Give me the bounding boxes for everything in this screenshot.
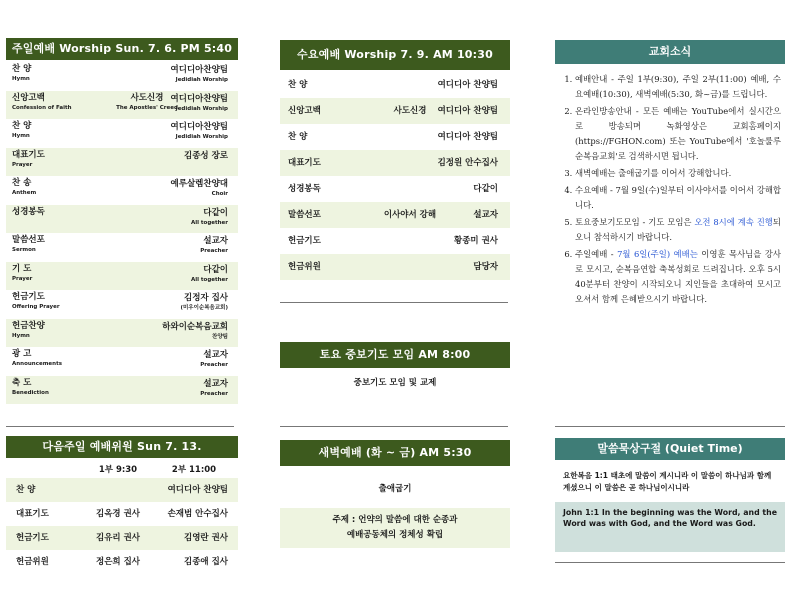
role-label: 대표기도 (288, 158, 321, 168)
role-label: 신앙고백 (288, 106, 321, 116)
next-week-col1-header: 1부 9:30 (98, 465, 138, 475)
table-row (6, 62, 238, 91)
divider (555, 426, 785, 427)
leader-name: 여디디아찬양팀 Jedidiah Worship (170, 65, 228, 83)
role-label-english: Offering Prayer (12, 304, 60, 310)
table-row (6, 376, 238, 405)
table-row (6, 526, 238, 550)
list-item: 6. 주일예배 - 7월 6일(주일) 예배는 이영훈 목사님을 강사로 모시고, 순복음연합 축복성회로 드려집니다. 오후 5시 40분부터 찬양이 시작되오니 지인들을 초대하여 모시고 오셔서 함께 은혜받으시기 바랍니다. (575, 247, 781, 307)
role-label: 헌금찬양 (12, 320, 45, 331)
divider (280, 302, 508, 303)
leader-name: 다같이 All together (190, 264, 228, 283)
role-label-english: Announcements (12, 361, 62, 367)
leader-name: 설교자 Preacher (200, 236, 228, 254)
role-label: 대표기도 (16, 509, 49, 519)
role-label: 헌금위원 (16, 557, 49, 567)
table-row (280, 72, 510, 98)
church-news-title: 교회소식 (555, 40, 785, 64)
quiet-time-english-verse: John 1:1 In the beginning was the Word, and the Word was with God, and the Word was God. (555, 502, 785, 552)
table-row (6, 176, 238, 205)
next-week-title: 다음주일 예배위원 Sun 7. 13. (6, 436, 238, 458)
role-label: 축 도 (12, 377, 32, 388)
role-label: 찬 송 (12, 178, 32, 188)
role-label-english: Confession of Faith (12, 104, 72, 111)
leader-name: 예루살렘찬양대 Choir (170, 179, 228, 197)
saturday-prayer-title: 토요 중보기도 모임 AM 8:00 (280, 342, 510, 368)
table-row (6, 262, 238, 291)
leader-name: 김정자 집사 (미우이순복음교회) (180, 293, 228, 311)
dawn-worship-book: 출애굽기 (378, 484, 412, 494)
wednesday-worship-title: 수요예배 Worship 7. 9. AM 10:30 (280, 40, 510, 70)
role-label-english: Hymn (12, 332, 30, 339)
leader-name: 여디디아 찬양팀 (437, 80, 498, 90)
table-row (6, 119, 238, 148)
leader-name: 담당자 (473, 262, 498, 272)
second-service-leader: 김영란 권사 (183, 533, 228, 543)
highlight-text: 7월 6일(주일) 예배는 (617, 249, 698, 259)
leader-name: 다같이 (473, 184, 498, 194)
role-label: 말씀선포 (288, 210, 321, 220)
leader-name: 김종성 장로 (183, 150, 228, 161)
role-label: 대표기도 (12, 149, 45, 160)
church-news-panel (555, 40, 785, 309)
role-label: 헌금기도 (16, 533, 49, 543)
role-label: 성경봉독 (12, 206, 45, 217)
table-row (6, 550, 238, 574)
church-news-list (555, 72, 785, 307)
dawn-worship-theme: 주제 : 언약의 말씀에 대한 순종과 예배공동체의 정체성 확립 (280, 508, 510, 548)
sunday-worship-order (6, 62, 238, 404)
dawn-worship-panel (280, 440, 510, 548)
role-label: 광 고 (12, 349, 32, 359)
role-label: 헌금기도 (288, 236, 321, 246)
dawn-worship-title: 새벽예배 (화 ~ 금) AM 5:30 (280, 440, 510, 466)
role-label: 신앙고백 (12, 92, 45, 103)
table-row (280, 150, 510, 176)
leader-name: 설교자 Preacher (200, 378, 228, 397)
sunday-worship-panel (6, 38, 238, 404)
item-detail: 이사야서 강해 (383, 210, 437, 220)
role-label-english: Prayer (12, 275, 33, 282)
highlight-text: 오전 8시에 계속 진행 (694, 217, 773, 227)
role-label: 말씀선포 (12, 235, 45, 245)
wednesday-worship-order (280, 72, 510, 280)
saturday-prayer-text: 중보기도 모임 및 교제 (353, 378, 437, 388)
role-label-english: Hymn (12, 133, 30, 139)
table-row (6, 91, 238, 120)
list-item: 2. 온라인방송안내 - 모든 예배는 YouTube에서 실시간으로 방송되며 녹화영상은 교회홈페이지(https://FGHON.com) 또는 YouTube에서 '호놀룰루순복음교회'로 검색하시면 됩니다. (575, 104, 781, 164)
role-label: 헌금기도 (12, 292, 45, 302)
role-label: 기 도 (12, 263, 32, 274)
leader-name: 여디디아 찬양팀 (437, 106, 498, 116)
second-service-leader: 손재범 안수집사 (167, 509, 228, 519)
list-item: 4. 수요예배 - 7월 9일(수)일부터 이사야서를 이어서 강해합니다. (575, 183, 781, 213)
leader-name: 황종미 권사 (453, 236, 498, 246)
list-item: 3. 새벽예배는 출애굽기를 이어서 강해합니다. (575, 166, 781, 181)
table-row (280, 176, 510, 202)
table-row (6, 233, 238, 262)
role-label: 찬 양 (12, 121, 32, 131)
next-week-col2-header: 2부 11:00 (171, 465, 217, 475)
next-week-table (6, 478, 238, 574)
role-label: 찬 양 (288, 80, 308, 90)
table-row (6, 148, 238, 177)
role-label-english: Benediction (12, 389, 49, 396)
leader-name: 다같이 All together (190, 207, 228, 226)
leader-name: 설교자 (473, 210, 498, 220)
second-service-leader: 여디디아 찬양팀 (167, 485, 228, 495)
table-row (6, 319, 238, 348)
next-week-panel (6, 436, 238, 574)
list-item: 1. 예배안내 - 주일 1부(9:30), 주일 2부(11:00) 예배, 수요예배(10:30), 새벽예배(5:30, 화~금)를 드립니다. (575, 72, 781, 102)
item-detail: 사도신경 The Apostles' Creed (116, 92, 178, 111)
role-label-english: Sermon (12, 247, 36, 253)
role-label: 찬 양 (16, 485, 36, 495)
role-label: 성경봉독 (288, 184, 321, 194)
table-row (280, 98, 510, 124)
table-row (6, 290, 238, 319)
table-row (6, 478, 238, 502)
divider (6, 426, 234, 427)
first-service-leader: 김옥경 권사 (95, 509, 140, 519)
table-row (6, 347, 238, 376)
sunday-worship-title: 주일예배 Worship Sun. 7. 6. PM 5:40 (6, 38, 238, 60)
leader-name: 김정원 안수집사 (437, 158, 498, 168)
leader-name: 설교자 Preacher (200, 350, 228, 368)
role-label-english: Anthem (12, 190, 37, 196)
divider (555, 562, 785, 563)
table-row (280, 124, 510, 150)
item-detail: 사도신경 (393, 106, 427, 116)
quiet-time-title: 말씀묵상구절 (Quiet Time) (555, 438, 785, 460)
table-row (6, 502, 238, 526)
table-row (6, 205, 238, 234)
leader-name: 여디디아 찬양팀 (437, 132, 498, 142)
first-service-leader: 김유리 권사 (95, 533, 140, 543)
leader-name: 여디디아찬양팀 Jedidiah Worship (170, 122, 228, 140)
role-label-english: Hymn (12, 76, 30, 82)
quiet-time-korean-verse: 요한복음 1:1 태초에 말씀이 계시니라 이 말씀이 하나님과 함께 계셨으니 이 말씀은 곧 하나님이시니라 (563, 471, 772, 492)
list-item: 5. 토요중보기도모임 - 기도 모임은 오전 8시에 계속 진행되오니 참석하시기 바랍니다. (575, 215, 781, 245)
role-label: 찬 양 (288, 132, 308, 142)
role-label: 찬 양 (12, 64, 32, 74)
table-row (280, 202, 510, 228)
role-label: 헌금위원 (288, 262, 321, 272)
first-service-leader: 정은희 집사 (95, 557, 140, 567)
leader-name: 하와이순복음교회 찬양팀 (162, 321, 228, 340)
divider (280, 426, 508, 427)
wednesday-worship-panel (280, 40, 510, 280)
quiet-time-panel (555, 438, 785, 552)
saturday-prayer-panel (280, 342, 510, 388)
role-label-english: Prayer (12, 161, 33, 168)
table-row (280, 228, 510, 254)
leader-name: 여디디아찬양팀 Jedidiah Worship (170, 93, 228, 112)
table-row (280, 254, 510, 280)
second-service-leader: 김종애 집사 (183, 557, 228, 567)
